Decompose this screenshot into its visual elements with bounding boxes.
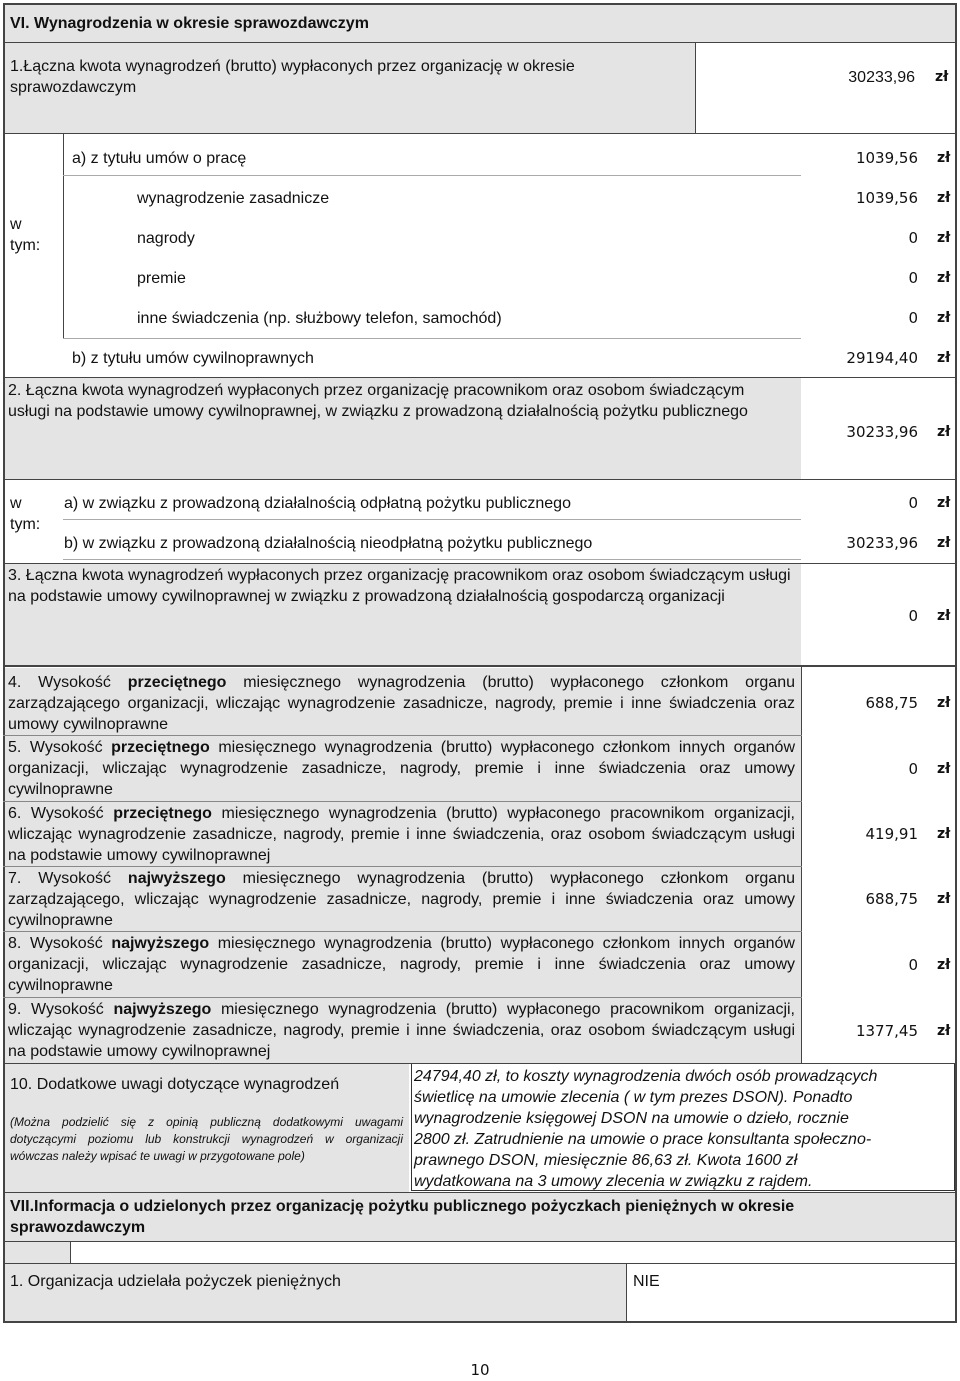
q9-rest: miesięcznego wynagrodzenia (brutto) wypłaconego pracownikom organizacji, wliczając wynagrodzenie zasadnicze, nagrody, premie i inne świadczenia, oraz osobom świadczącym usługi na podstawie umowy cywilnoprawnej — [8, 1001, 795, 1060]
q8-value: 0 — [908, 956, 918, 974]
q9-currency: zł — [937, 1023, 951, 1039]
q6-bold: przeciętnego — [113, 805, 212, 822]
s7-q1-value-field[interactable] — [627, 1263, 956, 1321]
q1-currency: zł — [935, 69, 949, 85]
q4-value: 688,75 — [865, 694, 918, 712]
q2b-label: b) w związku z prowadzoną działalnością nieodpłatną pożytku publicznego — [64, 535, 593, 552]
q10-hint: (Można podzielić się z opinią publiczną dodatkowymi uwagami dotyczącymi poziomu lub konstrukcji wynagrodzeń w organizacji wówczas należy wpisać te uwagi w przygotowane pole) — [10, 1115, 403, 1163]
q5-value: 0 — [908, 760, 918, 778]
q6-currency: zł — [937, 826, 951, 842]
q1-item-currency: zł — [937, 190, 951, 206]
q1b-value: 29194,40 — [846, 349, 918, 367]
remarks-line: wydatkowana na 3 umowy zlecenia w związku z rajdem. — [414, 1173, 813, 1190]
q1-item-label: nagrody — [137, 230, 195, 247]
q1b-label: b) z tytułu umów cywilnoprawnych — [72, 350, 314, 367]
q2a-currency: zł — [937, 495, 951, 511]
q10-label: 10. Dodatkowe uwagi dotyczące wynagrodzeń — [10, 1076, 340, 1093]
q1a-currency: zł — [937, 150, 951, 166]
remarks-line: świetlicę na umowie zlecenia ( w tym prezes DSON). Ponadto — [414, 1089, 853, 1106]
s7-q1-label: 1. Organizacja udzielała pożyczek pieniężnych — [10, 1273, 341, 1290]
q9-label — [8, 999, 795, 1062]
q4-bold: przeciętnego — [127, 674, 227, 691]
q1-wtym-label: w tym: — [10, 216, 41, 254]
q5-bold: przeciętnego — [111, 739, 210, 756]
q1-item-label: wynagrodzenie zasadnicze — [137, 190, 330, 207]
q1-item-currency: zł — [937, 310, 951, 326]
q1-item-currency: zł — [937, 230, 951, 246]
q1-item-value: 0 — [908, 229, 918, 247]
q5-label — [8, 737, 795, 800]
q1-value: 30233,96 — [848, 69, 915, 86]
q1-item-label: premie — [137, 270, 186, 287]
q2-label: 2. Łączna kwota wynagrodzeń wypłaconych przez organizację pracownikom oraz osobom świadczącym usługi na podstawie umowy cywilnoprawnej, w związku z prowadzoną działalnością pożytku publicznego — [8, 382, 748, 420]
q3-currency: zł — [937, 608, 951, 624]
q4-currency: zł — [937, 695, 951, 711]
q4-label — [8, 672, 795, 735]
q2b-currency: zł — [937, 535, 951, 551]
q6-rest: miesięcznego wynagrodzenia (brutto) wypłaconego pracownikom organizacji, wliczając wynagrodzenie zasadnicze, nagrody, premie i inne świadczenia, oraz osobom świadczącym usługi na podstawie umowy cywilnoprawnej — [8, 805, 795, 864]
q7-value: 688,75 — [865, 890, 918, 908]
q6-value: 419,91 — [865, 825, 918, 843]
q4-num: 4. Wysokość — [8, 674, 128, 691]
q8-bold: najwyższego — [111, 935, 210, 952]
q1b-currency: zł — [937, 350, 951, 366]
q8-currency: zł — [937, 957, 951, 973]
section-6-title: VI. Wynagrodzenia w okresie sprawozdawczym — [10, 15, 369, 32]
q2b-value: 30233,96 — [846, 534, 918, 552]
q2a-value: 0 — [908, 494, 918, 512]
q2-value: 30233,96 — [846, 423, 918, 441]
q1-item-value: 0 — [908, 309, 918, 327]
s7-q1-value: NIE — [633, 1273, 660, 1290]
remarks-line: prawnego DSON, miesięcznie 86,63 zł. Kwota 1600 zł — [414, 1152, 798, 1169]
q1a-value: 1039,56 — [855, 149, 918, 167]
page-number: 10 — [470, 1361, 490, 1379]
q1-item-label: inne świadczenia (np. służbowy telefon, samochód) — [137, 310, 502, 327]
remarks-line: 24794,40 zł, to koszty wynagrodzenia dwóch osób prowadzących — [414, 1068, 878, 1085]
q7-num: 7. Wysokość — [8, 870, 128, 887]
q8-label — [8, 933, 795, 996]
q6-num: 6. Wysokość — [8, 805, 114, 822]
q9-bold: najwyższego — [113, 1001, 212, 1018]
q1-label: 1.Łączna kwota wynagrodzeń (brutto) wypłaconych przez organizację w okresie sprawozdawczym — [10, 58, 575, 96]
remarks-line: 2800 zł. Zatrudnienie na umowie o prace konsultanta społeczno- — [414, 1131, 872, 1148]
q5-currency: zł — [937, 761, 951, 777]
q7-currency: zł — [937, 891, 951, 907]
q1-item-currency: zł — [937, 270, 951, 286]
q7-rest: miesięcznego wynagrodzenia (brutto) wypłaconego członkom organu zarządzającego, wliczając wynagrodzenie zasadnicze, nagrody, premie i inne świadczenia oraz umowy cywilnoprawne — [8, 870, 795, 929]
q5-num: 5. Wysokość — [8, 739, 112, 756]
q9-value: 1377,45 — [855, 1022, 918, 1040]
q4-rest: miesięcznego wynagrodzenia (brutto) wypłaconego członkom organu zarządzającego organizacji, wliczając wynagrodzenie zasadnicze, nagrody, premie i inne świadczenia oraz umowy cywilnoprawne — [8, 674, 795, 733]
q2-currency: zł — [937, 424, 951, 440]
q3-label: 3. Łączna kwota wynagrodzeń wypłaconych przez organizację pracownikom oraz osobom świadczącym usługi na podstawie umowy cywilnoprawnej w związku z prowadzoną działalnością gospodarczą organizacji — [8, 567, 791, 605]
q1-item-value: 0 — [908, 269, 918, 287]
q5-rest: miesięcznego wynagrodzenia (brutto) wypłaconego członkom innych organów organizacji, wliczając wynagrodzenie zasadnicze, nagrody, premie i inne świadczenia oraz umowy cywilnoprawne — [8, 739, 795, 798]
section-7-title: VII.Informacja o udzielonych przez organizację pożytku publicznego pożyczkach pieniężnych w okresie sprawozdawczym — [10, 1198, 795, 1236]
q10-remarks-text — [414, 1066, 952, 1192]
q6-label — [8, 803, 795, 866]
q2-wtym-label: w tym: — [10, 495, 41, 533]
q1-item-value: 1039,56 — [855, 189, 918, 207]
q8-rest: miesięcznego wynagrodzenia (brutto) wypłaconego członkom innych organów organizacji, wliczając wynagrodzenie zasadnicze, nagrody, premie i inne świadczenia oraz umowy cywilnoprawne — [8, 935, 795, 994]
q1a-label: a) z tytułu umów o pracę — [72, 150, 247, 167]
q7-bold: najwyższego — [127, 870, 226, 887]
q3-value: 0 — [908, 607, 918, 625]
q7-label — [8, 868, 795, 931]
q2a-label: a) w związku z prowadzoną działalnością odpłatną pożytku publicznego — [64, 495, 571, 512]
q8-num: 8. Wysokość — [8, 935, 112, 952]
q9-num: 9. Wysokość — [8, 1001, 114, 1018]
remarks-line: wynagrodzenie księgowej DSON na umowie o dzieło, rocznie — [414, 1110, 849, 1127]
